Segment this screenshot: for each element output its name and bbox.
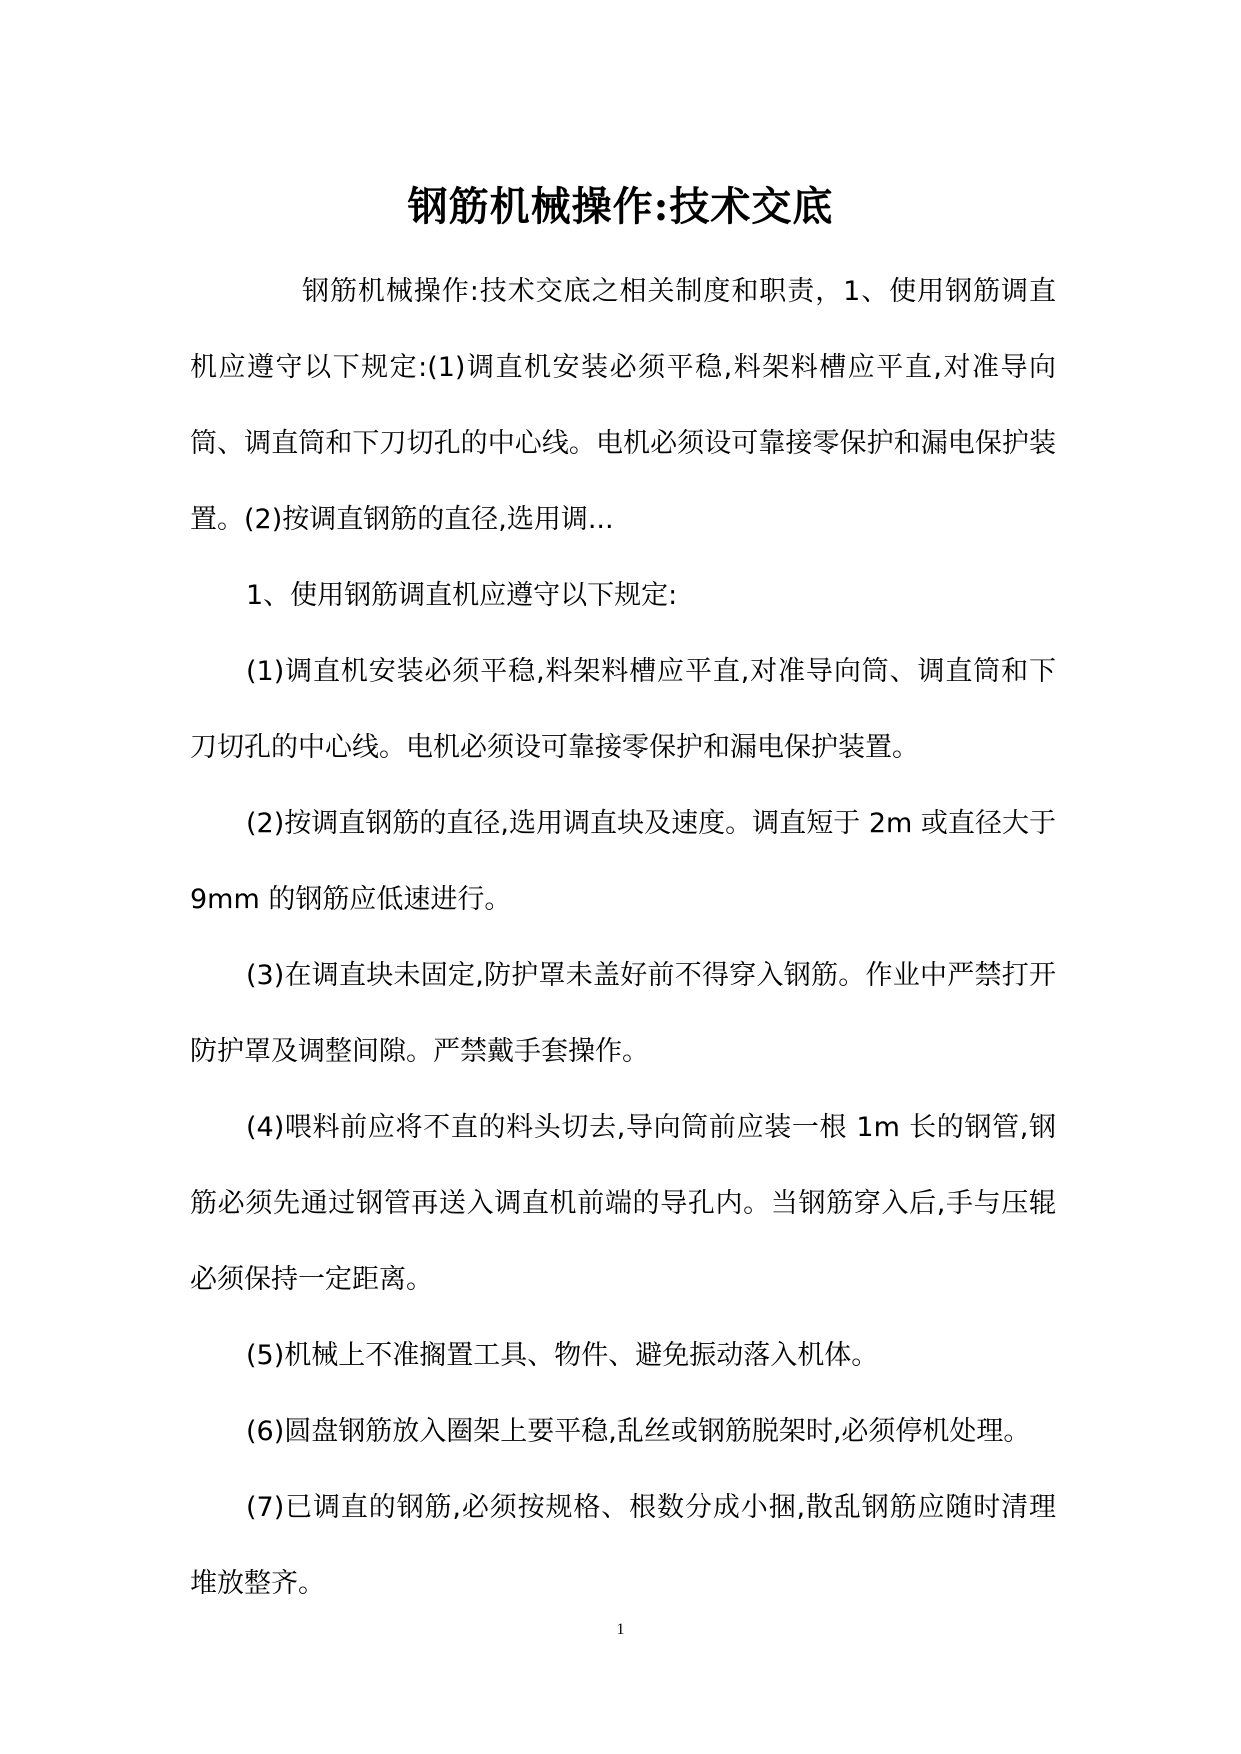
page-number: 1 [616,1621,625,1638]
intro-paragraph: 钢筋机械操作:技术交底之相关制度和职责，1、使用钢筋调直机应遵守以下规定:(1)调直机安装必须平稳,料架料槽应平直,对准导向筒、调直筒和下刀切孔的中心线。电机必须设可靠接零保护和漏电保护装置。(2)按调直钢筋的直径,选用调... [190,276,1056,535]
document-body [190,254,1056,1622]
paragraph-item-3: (3)在调直块未固定,防护罩未盖好前不得穿入钢筋。作业中严禁打开防护罩及调整间隙。严禁戴手套操作。 [190,960,1056,1067]
paragraph-item-1: (1)调直机安装必须平稳,料架料槽应平直,对准导向筒、调直筒和下刀切孔的中心线。电机必须设可靠接零保护和漏电保护装置。 [190,656,1056,763]
paragraph-rule-1: 1、使用钢筋调直机应遵守以下规定: [246,580,678,611]
paragraph-item-7: (7)已调直的钢筋,必须按规格、根数分成小捆,散乱钢筋应随时清理堆放整齐。 [190,1492,1056,1599]
paragraph-item-4: (4)喂料前应将不直的料头切去,导向筒前应装一根 1m 长的钢管,钢筋必须先通过钢管再送入调直机前端的导孔内。当钢筋穿入后,手与压辊必须保持一定距离。 [190,1112,1056,1295]
paragraph-item-2: (2)按调直钢筋的直径,选用调直块及速度。调直短于 2m 或直径大于 9mm 的钢筋应低速进行。 [190,808,1056,915]
paragraph-item-5: (5)机械上不准搁置工具、物件、避免振动落入机体。 [246,1340,879,1371]
document-title: 钢筋机械操作:技术交底 [407,182,834,230]
paragraph-item-6: (6)圆盘钢筋放入圈架上要平稳,乱丝或钢筋脱架时,必须停机处理。 [246,1416,1031,1447]
